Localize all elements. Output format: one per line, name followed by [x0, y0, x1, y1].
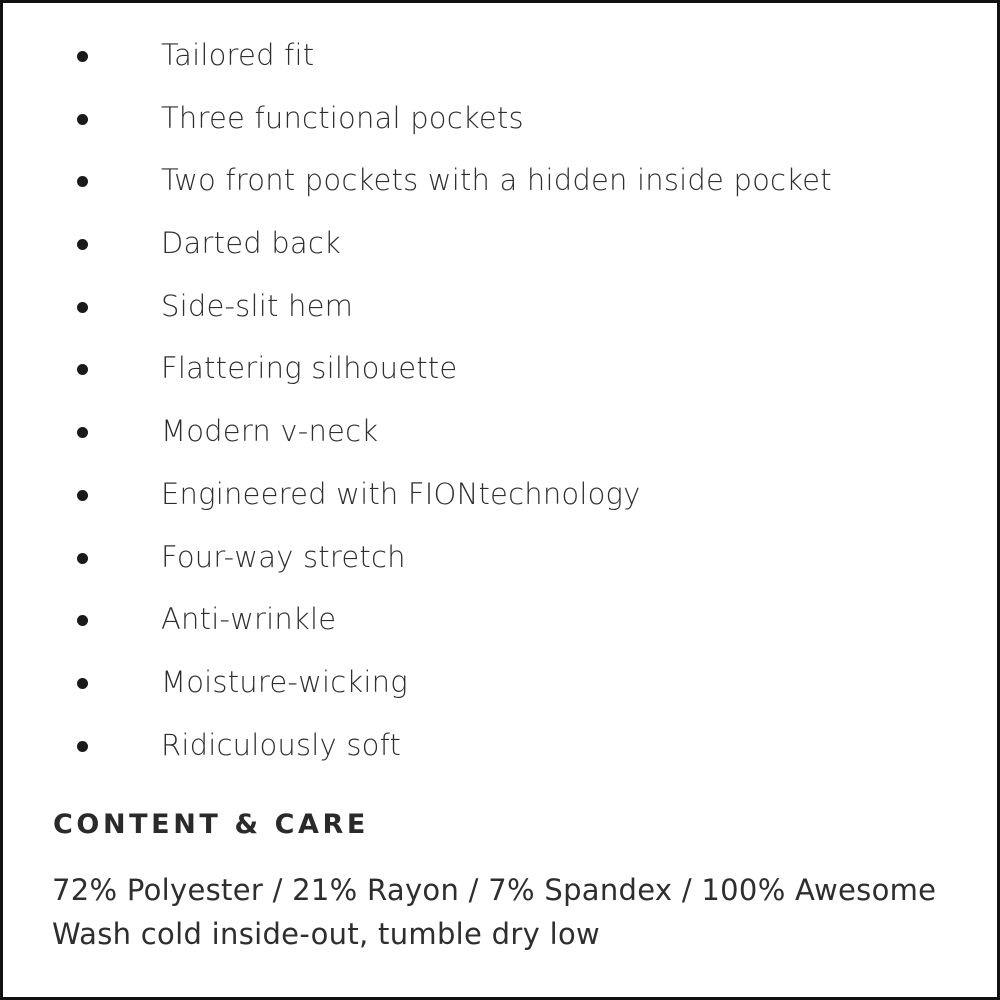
care-instructions-text: Wash cold inside-out, tumble dry low — [52, 917, 601, 951]
feature-text: Four-way stretch — [161, 539, 406, 574]
feature-text: Three functional pockets — [161, 100, 524, 135]
bullet-icon — [77, 427, 88, 438]
bullet-icon — [77, 741, 88, 752]
feature-item — [3, 526, 963, 589]
feature-item — [3, 651, 963, 714]
feature-text: Moisture-wicking — [161, 664, 408, 699]
feature-item — [3, 400, 963, 463]
bullet-icon — [77, 553, 88, 564]
feature-item — [3, 24, 963, 87]
feature-text: Darted back — [161, 226, 341, 261]
content-care-heading: CONTENT & CARE — [53, 809, 369, 840]
bullet-icon — [77, 302, 88, 313]
feature-item — [3, 463, 963, 526]
bullet-icon — [77, 114, 88, 125]
feature-text: Tailored fit — [161, 38, 315, 72]
bullet-icon — [77, 51, 88, 62]
feature-text: Ridiculously soft — [161, 727, 402, 762]
bullet-icon — [77, 678, 88, 689]
feature-text: Two front pockets with a hidden inside pocket — [161, 163, 832, 198]
bullet-icon — [77, 176, 88, 187]
feature-text: Side-slit hem — [161, 288, 354, 323]
feature-text: Flattering silhouette — [161, 351, 458, 386]
feature-item — [3, 275, 963, 338]
feature-item — [3, 87, 963, 150]
feature-item — [3, 149, 963, 212]
bullet-icon — [77, 364, 88, 375]
bullet-icon — [77, 490, 88, 501]
feature-item — [3, 714, 963, 777]
feature-item — [3, 337, 963, 400]
feature-item — [3, 588, 963, 651]
composition-text: 72% Polyester / 21% Rayon / 7% Spandex / 100% Awesome — [52, 873, 937, 907]
bullet-icon — [77, 239, 88, 250]
feature-list — [3, 24, 963, 776]
feature-text: Anti-wrinkle — [161, 602, 337, 637]
feature-text: Modern v-neck — [161, 414, 379, 449]
feature-text: Engineered with FIONtechnology — [161, 476, 641, 511]
feature-item — [3, 212, 963, 275]
bullet-icon — [77, 615, 88, 626]
